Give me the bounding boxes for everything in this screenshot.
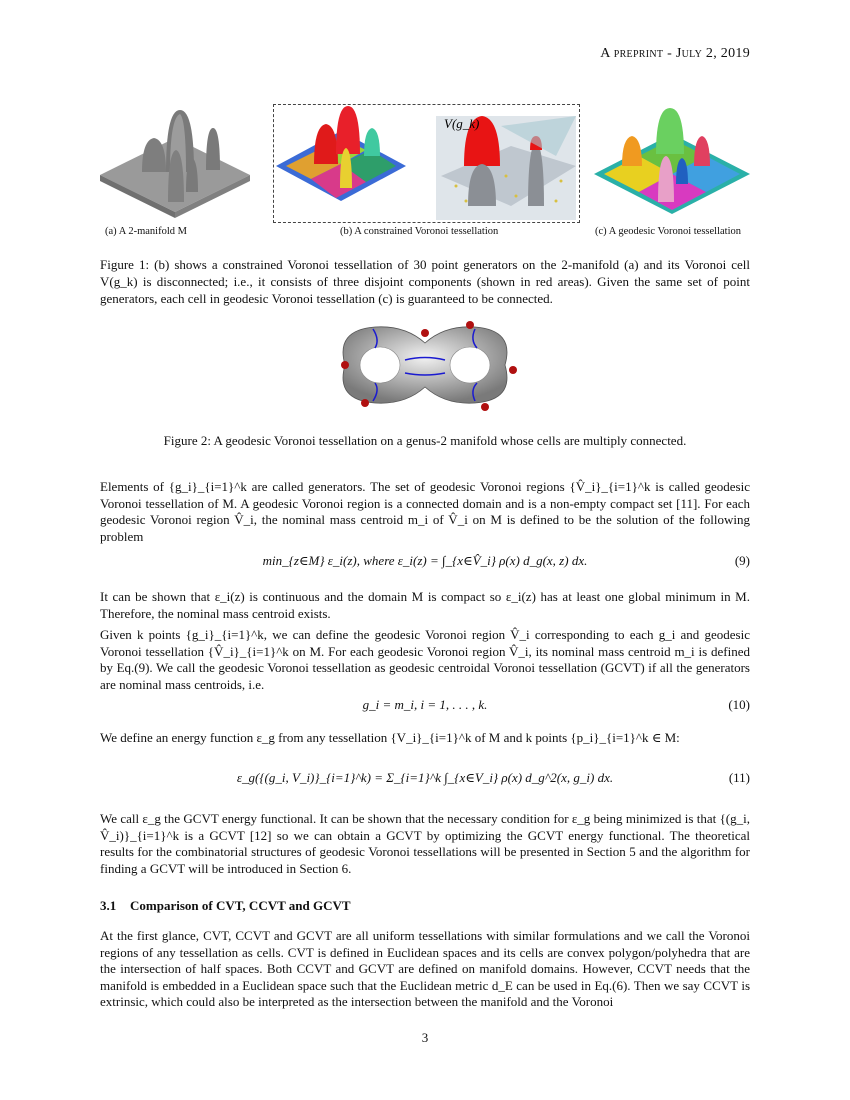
paragraph-4: [100, 730, 750, 747]
figure-1c-image: [594, 104, 750, 220]
figure-2-image: [325, 315, 525, 415]
page-number: 3: [421, 1030, 429, 1045]
figure-1a-subcaption: (a) A 2-manifold M: [105, 226, 187, 237]
paragraph-3-text: Given k points {g_i}_{i=1}^k, we can define the geodesic Voronoi region V̂_i corresponding to each g_i and geodesic Voronoi tessellation {V̂_i}_{i=1}^k on M. For each geodesic Voronoi region V̂_i, its nominal mass centroid m_i is defined by Eq.(9). We call the geodesic Voronoi tessellation as geodesic centroidal Voronoi tessellation (GCVT) if all the generators are nominal mass centroids, i.e.: [100, 627, 750, 692]
paragraph-5: [100, 811, 750, 877]
figure-1b-image: [276, 106, 576, 220]
equation-11: [100, 770, 750, 790]
figure-1a-image: [100, 100, 250, 220]
paragraph-1: [100, 479, 750, 545]
paragraph-1-text: Elements of {g_i}_{i=1}^k are called generators. The set of geodesic Voronoi regions {V̂_i}_{i=1}^k is called geodesic Voronoi tessellation of M. A geodesic Voronoi region is a connected domain and is a non-empty compact set [11]. For each geodesic Voronoi region V̂_i, the nominal mass centroid m_i of V̂_i on M is defined to be the solution of the following problem: [100, 479, 750, 544]
paragraph-2: [100, 589, 750, 622]
equation-11-body: ε_g({(g_i, V_i)}_{i=1}^k) = Σ_{i=1}^k ∫_{x∈V_i} ρ(x) d_g^2(x, g_i) dx.: [236, 770, 614, 785]
paragraph-6: [100, 928, 750, 1011]
equation-10-body: g_i = m_i, i = 1, . . . , k.: [362, 697, 488, 712]
running-header: [600, 46, 750, 62]
equation-9-body: min_{z∈M} ε_i(z), where ε_i(z) = ∫_{x∈V̂_i} ρ(x) d_g(x, z) dx.: [262, 553, 588, 568]
equation-9: [100, 553, 750, 573]
figure-1b-inset-label: V(g_k): [444, 116, 480, 131]
equation-9-number: (9): [734, 553, 750, 568]
figure-2-caption: Figure 2: A geodesic Voronoi tessellation on a genus-2 manifold whose cells are multiply connected.: [163, 433, 687, 448]
paragraph-4-text: We define an energy function ε_g from any tessellation {V_i}_{i=1}^k of M and k points {p_i}_{i=1}^k ∈ M:: [100, 730, 680, 745]
section-title: Comparison of CVT, CCVT and GCVT: [130, 898, 351, 913]
running-header-text: A preprint - July 2, 2019: [600, 46, 750, 61]
figure-1c-subcaption: (c) A geodesic Voronoi tessellation: [595, 226, 742, 237]
equation-10-number: (10): [728, 697, 750, 712]
paragraph-5-text: We call ε_g the GCVT energy functional. It can be shown that the necessary condition for ε_g being minimized is that {(g_i, V̂_i)}_{i=1}^k is a GCVT [12] so we can obtain a GCVT by optimizing the GCVT energy functional. The theoretical results for the combinatorial structures of geodesic Voronoi tessellations will be presented in Section 5 and the algorithm for finding a GCVT will be introduced in Section 6.: [100, 811, 750, 876]
equation-11-number: (11): [728, 770, 750, 785]
paragraph-6-text: At the first glance, CVT, CCVT and GCVT are all uniform tessellations with similar formulations and we call the Voronoi regions of any tessellation as cells. CVT is defined in Euclidean spaces and its cells are convex polygon/polyhedra that are the intersection of half spaces. Both CCVT and GCVT are defined on manifold domains. However, CCVT needs that the manifold is embedded in a Euclidean space such that the Euclidean metric d_E can be used in Eq.(6). Then we say CCVT is extrinsic, which could also be interpreted as the intersection between the manifold and the Voronoi: [100, 928, 750, 1009]
section-heading: [100, 898, 351, 914]
paragraph-2-text: It can be shown that ε_i(z) is continuous and the domain M is compact so ε_i(z) has at least one global minimum in M. Therefore, the nominal mass centroid exists.: [100, 589, 750, 621]
figure-1: [100, 100, 750, 245]
figure-1b-subcaption: (b) A constrained Voronoi tessellation: [340, 226, 499, 237]
equation-10: [100, 697, 750, 717]
section-number: 3.1: [100, 898, 117, 913]
figure-1-caption: Figure 1: (b) shows a constrained Voronoi tessellation of 30 point generators on the 2-manifold (a) and its Voronoi cell V(g_k) is disconnected; i.e., it consists of three disjoint components (shown in red areas). Given the same set of point generators, each cell in geodesic Voronoi tessellation (c) is guaranteed to be connected.: [100, 257, 750, 306]
paragraph-3: [100, 627, 750, 693]
